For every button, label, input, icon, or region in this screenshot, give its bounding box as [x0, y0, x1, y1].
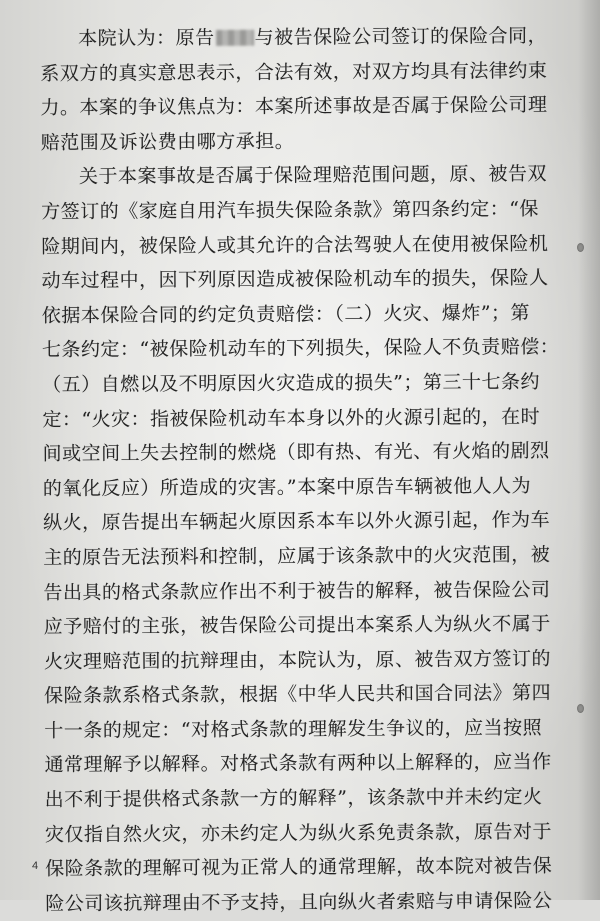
page-edge-shadow — [578, 0, 600, 900]
body-text — [40, 19, 575, 921]
text-line: 出不利于提供格式条款一方的解释”，该条款中并未约定火 — [44, 786, 543, 812]
text-line: 关于本案事故是否属于保险理赔范围问题，原、被告双 — [78, 163, 548, 189]
text-line: 间或空间上失去控制的燃烧（即有热、有光、有火焰的剧烈 — [42, 440, 550, 466]
binding-hole — [577, 704, 584, 713]
text-line: 灾仅指自然火灾，亦未约定人为纵火系免责条款，原告对于 — [44, 820, 553, 846]
page-number: 4 — [32, 860, 39, 872]
text-line: （五）自燃以及不明原因火灾造成的损失”；第三十七条约 — [42, 370, 540, 396]
text-line: 动车过程中，因下列原因造成被保险机动车的损失，保险人 — [41, 267, 549, 293]
text-line: 的氧化反应）所造成的灾害。”本案中原告车辆被他人人为 — [42, 474, 532, 500]
text-line: 保险条款的理解可视为正常人的通常理解，故本院对被告保 — [45, 855, 553, 881]
text-line: 险公司该抗辩理由不予支持，且向纵火者索赔与申请保险公 — [45, 889, 553, 915]
text-line: 险期间内，被保险人或其允许的合法驾驶人在使用被保险机 — [41, 232, 549, 258]
text-line: 十一条的规定：“对格式条款的理解发生争议的，应当按照 — [44, 716, 543, 742]
redaction-blur — [216, 30, 254, 46]
text-line: 赔范围及诉讼费由哪方承担。 — [40, 130, 295, 154]
text-line: 七条约定：“被保险机动车的下列损失，保险人不负责赔偿： — [41, 336, 560, 362]
text-line: 本院认为：原告 与被告保险公司签订的保险合同， — [78, 24, 548, 50]
text-line: 纵火，原告提出车辆起火原因系本车以外火源引起，作为车 — [42, 509, 551, 535]
text-line: 方签订的《家庭自用汽车损失保险条款》第四条约定：“保 — [41, 197, 539, 223]
text-line: 保险条款系格式条款，根据《中华人民共和国合同法》第四 — [44, 682, 552, 708]
text-line: 告出具的格式条款应作出不利于被告的解释，被告保险公司 — [43, 578, 551, 604]
text-line: 力。本案的争议焦点为：本案所述事故是否属于保险公司理 — [40, 94, 548, 120]
text-line: 依据本保险合同的约定负责赔偿：（二）火灾、爆炸”；第 — [41, 301, 531, 327]
binding-hole — [577, 243, 584, 252]
text-line: 主的原告无法预料和控制，应属于该条款中的火灾范围，被 — [43, 543, 551, 569]
text-line: 系双方的真实意思表示，合法有效，对双方均具有法律约束 — [40, 59, 548, 85]
text-line: 应予赔付的主张，被告保险公司提出本案系人为纵火不属于 — [43, 612, 551, 639]
text-line: 火灾理赔范围的抗辩理由，本院认为，原、被告双方签订的 — [43, 647, 551, 673]
text-line: 定：“火灾：指被保险机动车本身以外的火源引起的，在时 — [42, 405, 541, 431]
text-line: 通常理解予以解释。对格式条款有两种以上解释的，应当作 — [44, 751, 552, 777]
